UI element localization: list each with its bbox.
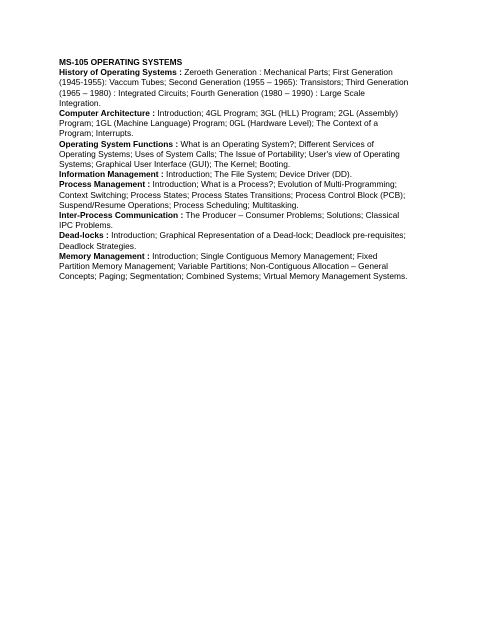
course-title: MS-105 OPERATING SYSTEMS (59, 57, 183, 67)
topic-content: The Producer – Consumer Problems; Solutions; Classical IPC Problems. (59, 210, 400, 231)
topic-computer-architecture (59, 108, 409, 139)
topic-process-management (59, 179, 409, 210)
topic-heading: History of Operating Systems : (59, 67, 182, 78)
topic-heading: Information Management : (59, 169, 164, 180)
topic-heading: Computer Architecture : (59, 108, 156, 119)
topic-heading: Inter-Process Communication : (59, 210, 184, 221)
topic-content: Introduction; 4GL Program; 3GL (HLL) Program; 2GL (Assembly) Program; 1GL (Machine Language) Program; 0GL (Hardware Level); The Context of a Program; Interrupts. (59, 108, 398, 139)
topic-os-functions (59, 139, 409, 170)
topic-history (59, 67, 409, 108)
topic-content: Introduction; Single Contiguous Memory Management; Fixed Partition Memory Management; Variable Partitions; Non-Contiguous Allocation – General Concepts; Paging; Segmentation; Combined Systems; Virtual Memory Management Systems. (59, 250, 408, 282)
topic-heading: Process Management : (59, 179, 151, 190)
topic-content: Introduction; The File System; Device Driver (DD). (163, 169, 353, 180)
topic-heading: Memory Management : (59, 250, 150, 261)
topic-content: Zeroeth Generation : Mechanical Parts; First Generation (1945-1955): Vaccum Tubes; Second Generation (1955 – 1965): Transistors; Third Generation (1965 – 1980) : Integrated Circuits; Fourth Generation (1980 – 1990) : Large Scale Integration. (59, 67, 409, 108)
topic-inter-process-communication (59, 210, 409, 230)
topic-content: Introduction; What is a Process?; Evolution of Multi-Programming; Context Switching; Process States; Process States Transitions; Process Control Block (PCB); Suspend/Resume Operations; Process Scheduling; Multitasking. (59, 179, 406, 210)
topic-heading: Operating System Functions : (59, 138, 179, 149)
topic-dead-locks (59, 230, 409, 250)
syllabus-page (59, 57, 409, 281)
topic-memory-management (59, 251, 409, 282)
topic-content: Introduction; Graphical Representation of a Dead-lock; Deadlock pre-requisites; Deadlock Strategies. (59, 230, 406, 251)
topic-heading: Dead-locks : (59, 230, 109, 241)
topic-content: What is an Operating System?; Different Services of Operating Systems; Uses of System Calls; The Issue of Portability; User's view of Operating Systems; Graphical User Interface (GUI); The Kernel; Booting. (59, 138, 400, 170)
topic-information-management (59, 169, 409, 179)
